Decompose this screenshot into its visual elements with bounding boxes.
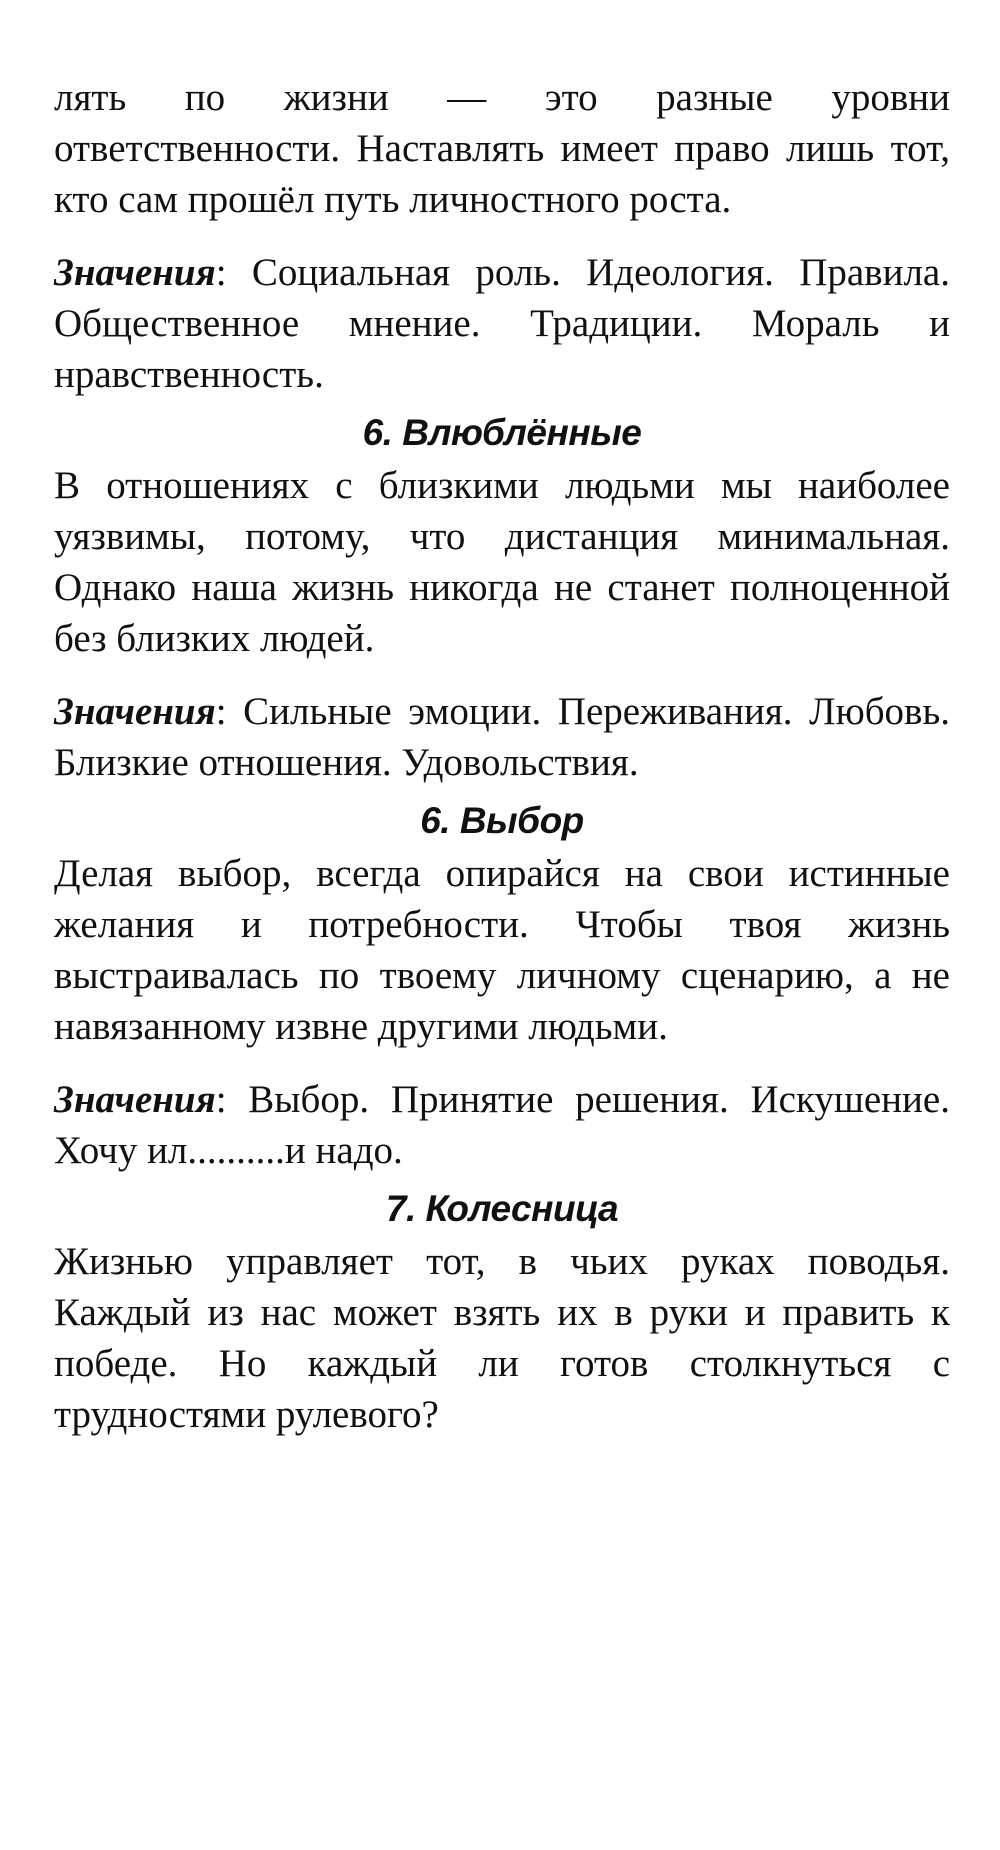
- paragraph-lovers: [54, 460, 950, 664]
- paragraph-chariot: [54, 1236, 950, 1440]
- meanings-paragraph-choice: Значения: Выбор. Принятие решения. Искушение. Хочу ил..........и надо.: [54, 1078, 950, 1172]
- meanings-paragraph-hierophant: Значения: Социальная роль. Идеология. Правила. Общественное мнение. Традиции. Мораль и нравственность.: [54, 251, 950, 396]
- paragraph-text: лять по жизни — это разные уровни ответственности. Наставлять имеет право лишь тот, кто сам прошёл путь личностного роста.: [54, 76, 950, 221]
- meanings-text: Выбор. Принятие решения. Искушение. Хочу ил..........и надо.: [54, 1078, 950, 1172]
- meanings-label: Значения: [54, 251, 216, 294]
- paragraph-text: В отношениях с близкими людьми мы наиболее уязвимы, потому, что дистанция минимальная. Однако наша жизнь никогда не станет полноценной без близких людей.: [54, 464, 950, 660]
- meanings-text: Сильные эмоции. Переживания. Любовь. Близкие отношения. Удовольствия.: [54, 690, 950, 784]
- meanings-label: Значения: [54, 1078, 216, 1121]
- section-heading-choice: 6. Выбор: [420, 800, 584, 841]
- meanings-text: Социальная роль. Идеология. Правила. Общественное мнение. Традиции. Мораль и нравственность.: [54, 251, 950, 396]
- paragraph-text: Делая выбор, всегда опирайся на свои истинные желания и потребности. Чтобы твоя жизнь выстраивалась по твоему личному сценарию, а не навязанному извне другими людьми.: [54, 852, 950, 1048]
- paragraph-choice: [54, 848, 950, 1052]
- section-heading-chariot: 7. Колесница: [385, 1188, 619, 1229]
- paragraph-responsibility: [54, 72, 950, 225]
- meanings-paragraph-lovers: Значения: Сильные эмоции. Переживания. Любовь. Близкие отношения. Удовольствия.: [54, 690, 950, 784]
- paragraph-text: Жизнью управляет тот, в чьих руках поводья. Каждый из нас может взять их в руки и править к победе. Но каждый ли готов столкнуться с трудностями рулевого?: [54, 1240, 950, 1436]
- section-heading-lovers: 6. Влюблённые: [362, 412, 642, 453]
- meanings-label: Значения: [54, 690, 216, 733]
